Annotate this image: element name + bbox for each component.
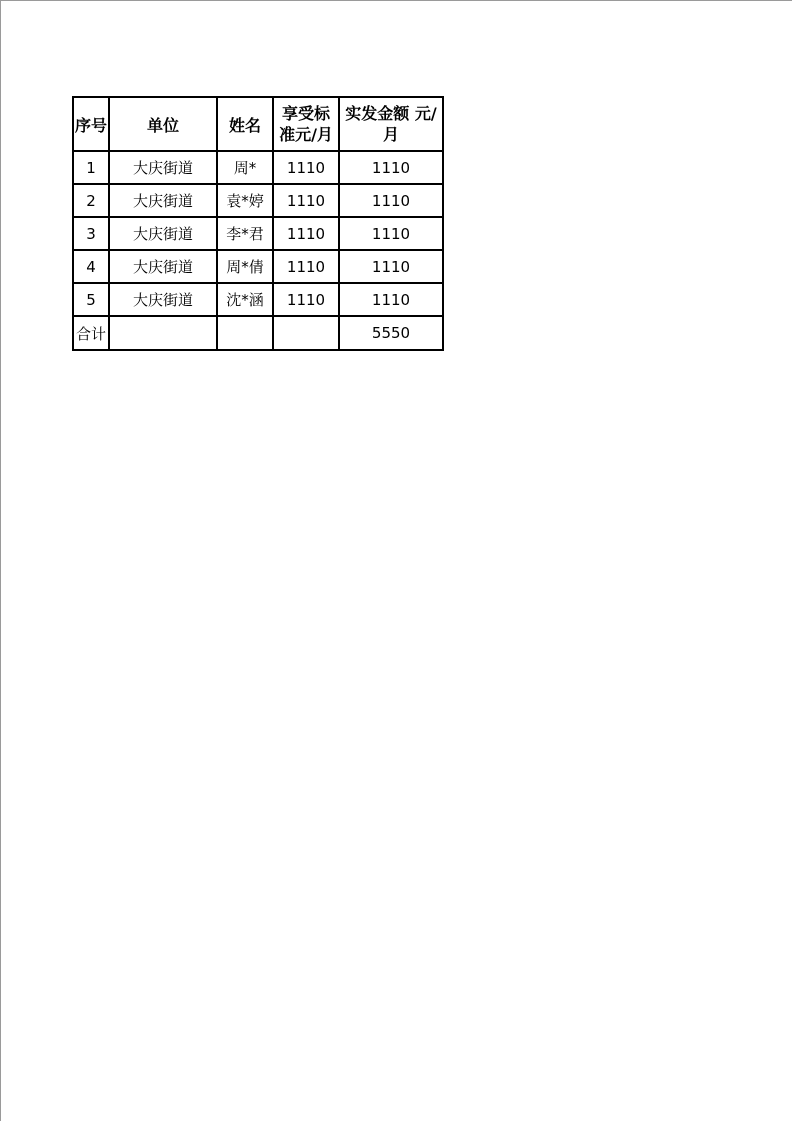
table-header-row: [73, 97, 443, 151]
cell-unit: 大庆街道: [109, 283, 217, 316]
cell-index: 4: [73, 250, 109, 283]
cell-name: 李*君: [217, 217, 273, 250]
allowance-table: [72, 96, 444, 351]
table-row: [73, 217, 443, 250]
total-empty-cell: [217, 316, 273, 350]
header-unit: 单位: [109, 97, 217, 151]
cell-amount: 1110: [339, 217, 443, 250]
total-row: [73, 316, 443, 350]
table-row: [73, 250, 443, 283]
cell-unit: 大庆街道: [109, 184, 217, 217]
cell-index: 2: [73, 184, 109, 217]
header-amount: 实发金额 元/月: [339, 97, 443, 151]
total-amount: 5550: [339, 316, 443, 350]
cell-index: 1: [73, 151, 109, 184]
cell-amount: 1110: [339, 283, 443, 316]
cell-standard: 1110: [273, 283, 339, 316]
cell-amount: 1110: [339, 151, 443, 184]
cell-index: 5: [73, 283, 109, 316]
cell-name: 周*倩: [217, 250, 273, 283]
cell-amount: 1110: [339, 184, 443, 217]
total-empty-cell: [273, 316, 339, 350]
total-label: 合计: [73, 316, 109, 350]
cell-name: 沈*涵: [217, 283, 273, 316]
cell-name: 袁*婷: [217, 184, 273, 217]
header-standard: 享受标准元/月: [273, 97, 339, 151]
table-row: [73, 184, 443, 217]
table-row: [73, 151, 443, 184]
cell-standard: 1110: [273, 184, 339, 217]
header-name: 姓名: [217, 97, 273, 151]
cell-index: 3: [73, 217, 109, 250]
cell-unit: 大庆街道: [109, 217, 217, 250]
cell-unit: 大庆街道: [109, 250, 217, 283]
table-row: [73, 283, 443, 316]
cell-standard: 1110: [273, 151, 339, 184]
header-index: 序号: [73, 97, 109, 151]
cell-standard: 1110: [273, 217, 339, 250]
cell-unit: 大庆街道: [109, 151, 217, 184]
total-empty-cell: [109, 316, 217, 350]
cell-name: 周*: [217, 151, 273, 184]
cell-amount: 1110: [339, 250, 443, 283]
cell-standard: 1110: [273, 250, 339, 283]
